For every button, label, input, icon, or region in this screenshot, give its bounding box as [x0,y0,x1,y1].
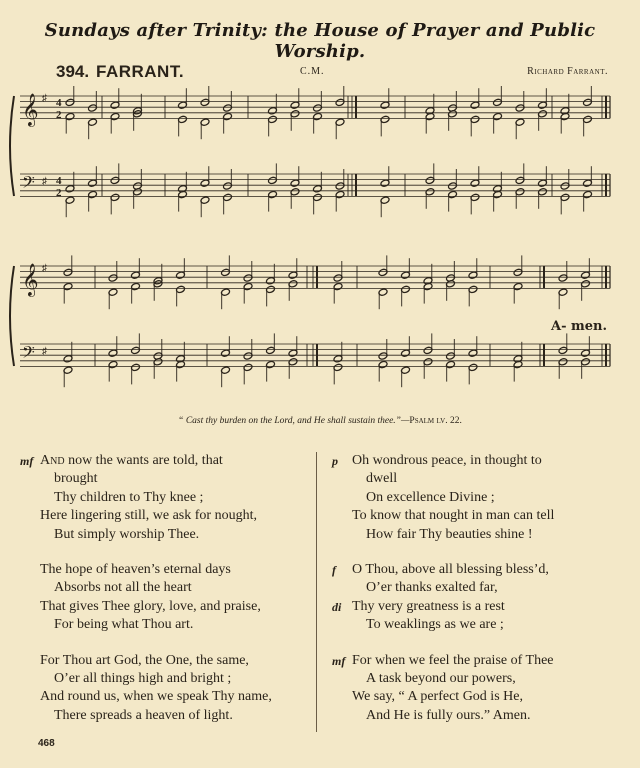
treble-clef-icon: 𝄞 [22,93,39,126]
sharp-icon: ♯ [42,346,47,357]
verse-line-text: dwell [366,471,398,487]
bass-clef-icon: 𝄢 [22,342,35,366]
verse-line [20,579,310,597]
column-divider [316,452,317,732]
verse-line-text: now the wants are told, that [64,453,223,468]
verse-line [20,470,310,488]
page-number: 468 [38,738,55,749]
verse-line [332,452,622,470]
system-brace [10,96,14,196]
verse-line-text: For Thou art God, the One, the same, [40,652,249,668]
dynamic-marking: f [332,563,336,578]
verse-line-text: To weaklings as we are ; [366,617,504,633]
time-signature: 4 [56,97,62,109]
meter: C.M. [300,66,325,77]
verse-line [332,489,622,507]
sharp-icon: ♯ [42,263,47,274]
verse-line-text: O’er thanks exalted far, [366,580,498,596]
verse-line-text: Thy children to Thy knee ; [54,489,204,505]
dynamic-marking: mf [20,454,34,468]
verse-line-text: And He is fully ours.” Amen. [366,707,531,723]
time-signature: 4 [56,175,62,187]
verse-line [20,707,310,725]
tune-name: FARRANT. [96,62,185,81]
stanza [20,452,310,544]
verse-line [332,579,622,597]
verse-line [20,489,310,507]
verse-line [332,598,622,616]
time-signature: 2 [56,187,62,199]
sharp-icon: ♯ [42,93,47,104]
verse-line [332,561,622,579]
verse-line [332,616,622,634]
verse-line [20,616,310,634]
scripture-text: “ Cast thy burden on the Lord, and He shall sustain thee.”— [178,416,410,426]
bass-clef-icon: 𝄢 [22,172,35,196]
dynamic-marking: di [332,599,342,614]
verse-line-text: For when we feel the praise of Thee [352,652,554,668]
verse-line [20,452,310,470]
system-brace [10,266,14,366]
verse-line [20,598,310,616]
verse-line-text: O’er all things high and bright ; [54,671,232,687]
verse-line [20,561,310,579]
verse-first-word: And [40,453,65,468]
time-signature: 2 [56,109,62,121]
verse-line [332,707,622,725]
composer: Richard Farrant. [527,66,608,77]
verse-line [332,526,622,544]
stanza [332,452,622,544]
verse-line-text: We say, “ A perfect God is He, [352,689,523,705]
stanza [332,652,622,726]
stanza [20,561,310,635]
verse-line [20,652,310,670]
scripture-quote [0,416,640,426]
verse-line [332,470,622,488]
verse-line-text: brought [54,471,98,487]
hymn-number: 394. [56,62,90,81]
verse-line [332,652,622,670]
running-head: Sundays after Trinity: the House of Prayer and Public Worship. [44,20,596,62]
verse-line-text: Thy very greatness is a rest [352,598,505,614]
stanza [20,652,310,726]
verse-line [20,688,310,706]
verse-line [332,688,622,706]
dynamic-marking: p [332,454,338,468]
verse-line [332,670,622,688]
verse-line-text: That gives Thee glory, love, and praise, [40,598,261,614]
verse-line-text: There spreads a heaven of light. [54,707,233,723]
verse-line-text: And round us, when we speak Thy name, [40,689,272,705]
verse-line [20,507,310,525]
verse-line-text: How fair Thy beauties shine ! [366,526,533,542]
stanza [332,561,622,635]
verse-line-text: A task beyond our powers, [366,671,516,687]
verses-left-column [20,452,310,742]
dynamic-marking: mf [332,653,346,668]
verses-right-column [332,452,622,742]
verse-line-text: Oh wondrous peace, in thought to [352,453,542,468]
verse-line-text: Absorbs not all the heart [54,580,192,596]
verse-line-text: The hope of heaven’s eternal days [40,562,231,578]
scripture-reference: Psalm lv. 22. [409,416,462,426]
verse-line-text: To know that nought in man can tell [352,508,555,524]
verse-line-text: Here lingering still, we ask for nought, [40,508,257,524]
verse-line-text: For being what Thou art. [54,617,194,633]
verse-line-text: On excellence Divine ; [366,489,495,505]
verse-line [20,526,310,544]
verse-line-text: But simply worship Thee. [54,526,200,542]
sharp-icon: ♯ [42,176,47,187]
verse-line [332,507,622,525]
verse-line [20,670,310,688]
musical-score [0,86,640,396]
hymn-header [48,62,608,84]
treble-clef-icon: 𝄞 [22,263,39,296]
amen-label: A- men. [551,319,608,334]
verse-line-text: O Thou, above all blessing bless’d, [352,562,549,578]
